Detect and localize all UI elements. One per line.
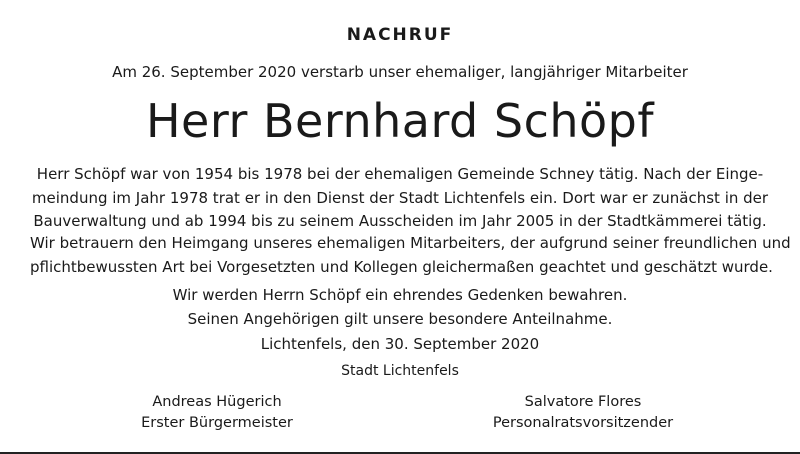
biography-line: Bauverwaltung und ab 1994 bis zu seinem Ausscheiden im Jahr 2005 in der Stadtkämmerei tätig. [33,212,767,230]
mourning-line: Wir betrauern den Heimgang unseres ehemaligen Mitarbeiters, der aufgrund seiner freundlichen und [30,234,791,252]
signer-title: Erster Bürgermeister [141,415,293,431]
biography-paragraph [30,163,770,234]
signer-staff-council [453,392,713,434]
signer-title: Personalratsvorsitzender [492,415,674,431]
signer-name: Andreas Hügerich [152,394,282,410]
mourning-paragraph [30,232,791,279]
mourning-line: pflichtbewussten Art bei Vorgesetzten und Kollegen gleichermaßen geachtet und geschätzt wurde. [30,257,773,276]
deceased-name: Herr Bernhard Schöpf [145,94,655,148]
notice-heading: NACHRUF [346,25,454,45]
remembrance-paragraph [30,284,770,331]
signer-name: Salvatore Flores [524,394,642,410]
organization-name: Stadt Lichtenfels [341,363,459,379]
place-and-date: Lichtenfels, den 30. September 2020 [260,335,540,353]
biography-line: meindung im Jahr 1978 trat er in den Dienst der Stadt Lichtenfels ein. Dort war er zunächst in der [31,188,769,207]
intro-line: Am 26. September 2020 verstarb unser ehemaliger, langjähriger Mitarbeiter [112,63,688,81]
remembrance-line: Wir werden Herrn Schöpf ein ehrendes Gedenken bewahren. [172,286,628,304]
biography-line: Herr Schöpf war von 1954 bis 1978 bei der ehemaligen Gemeinde Schney tätig. Nach der Einge- [36,165,764,183]
signer-mayor [87,392,347,434]
remembrance-line: Seinen Angehörigen gilt unsere besondere Anteilnahme. [187,309,613,328]
